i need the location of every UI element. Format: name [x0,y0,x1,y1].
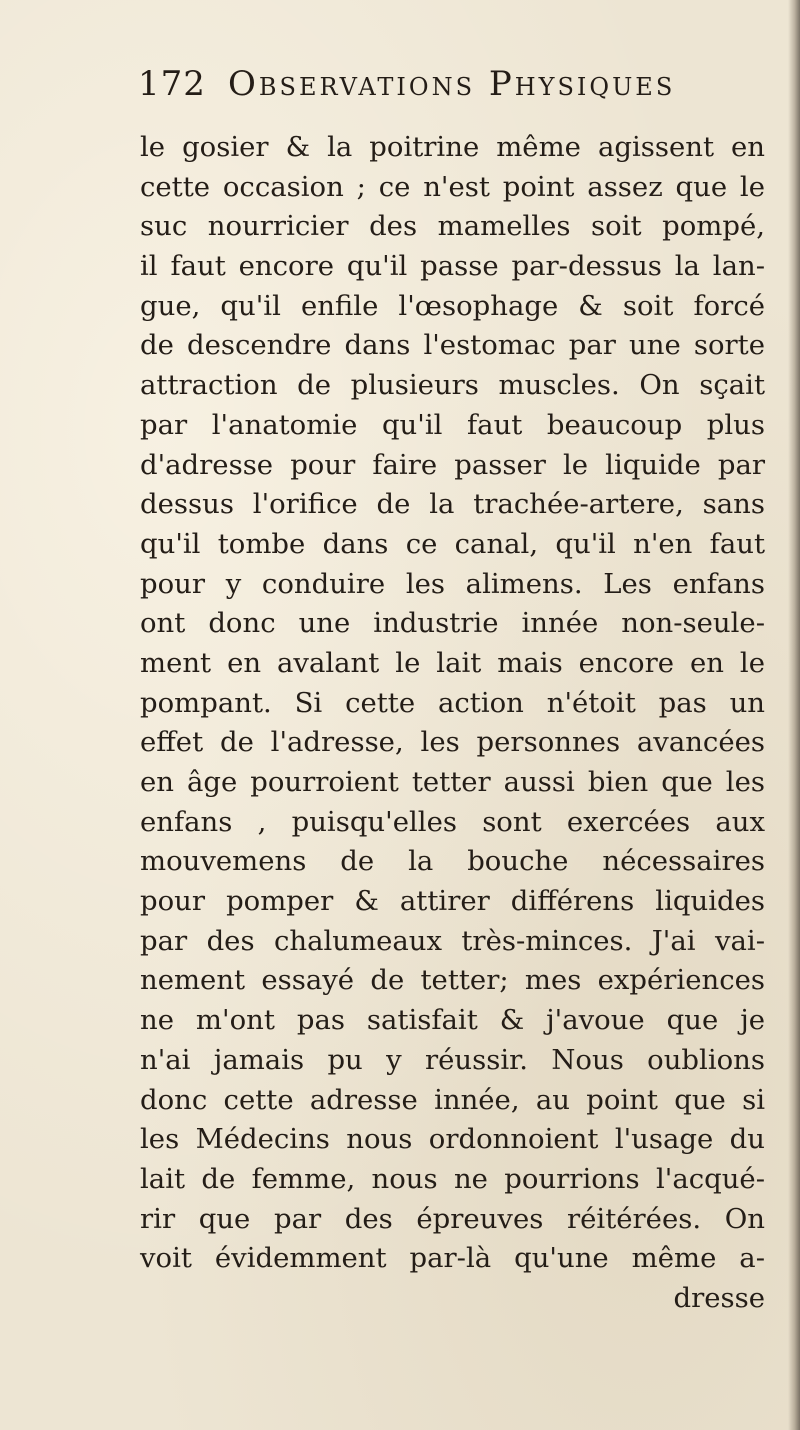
text-line: n'ai jamais pu y réussir. Nous oublions [140,1043,765,1076]
text-line: enfans , puisqu'elles sont exercées aux [140,805,765,838]
text-line: cette occasion ; ce n'est point assez que le [140,170,765,203]
page-number: 172 [138,64,206,104]
text-line: attraction de plusieurs muscles. On sçait [140,369,765,402]
text-line: ment en avalant le lait mais encore en le [140,646,765,679]
text-line: par des chalumeaux très-minces. J'ai vai- [140,924,765,957]
text-line: le gosier & la poitrine même agissent en [140,131,765,163]
text-line: qu'il tombe dans ce canal, qu'il n'en faut [140,527,765,560]
text-line: en âge pourroient tetter aussi bien que les [140,766,765,798]
page-edge-shadow [788,0,800,1430]
text-line: pour pomper & attirer différens liquides [140,885,765,918]
text-line: lait de femme, nous ne pourrions l'acqué- [140,1162,765,1195]
text-line: dessus l'orifice de la trachée-artere, sans [140,488,765,521]
text-line: gue, qu'il enfile l'œsophage & soit forcé [140,289,765,322]
body-text [140,128,765,1319]
text-line: les Médecins nous ordonnoient l'usage du [140,1123,765,1156]
text-line: donc cette adresse innée, au point que si [140,1083,765,1116]
text-line: nement essayé de tetter; mes expériences [140,964,765,997]
text-line: d'adresse pour faire passer le liquide par [140,448,765,481]
page-header [138,64,763,116]
text-line: ne m'ont pas satisfait & j'avoue que je [140,1004,765,1037]
text-line: ont donc une industrie innée non-seule- [140,607,765,640]
text-line: effet de l'adresse, les personnes avancées [140,726,765,759]
text-line: mouvemens de la bouche nécessaires [140,845,765,878]
text-line: suc nourricier des mamelles soit pompé, [140,210,765,243]
text-line: par l'anatomie qu'il faut beaucoup plus [140,408,765,441]
text-line: de descendre dans l'estomac par une sorte [140,329,765,362]
text-line: pour y conduire les alimens. Les enfans [140,567,765,600]
running-head: Observations Physiques [228,64,676,104]
catchword: dresse [673,1281,765,1314]
text-line: il faut encore qu'il passe par-dessus la lan- [140,250,765,283]
text-line: rir que par des épreuves réitérées. On [140,1202,765,1235]
text-line: pompant. Si cette action n'étoit pas un [140,686,765,719]
text-line: voit évidemment par-là qu'une même a- [140,1242,765,1275]
